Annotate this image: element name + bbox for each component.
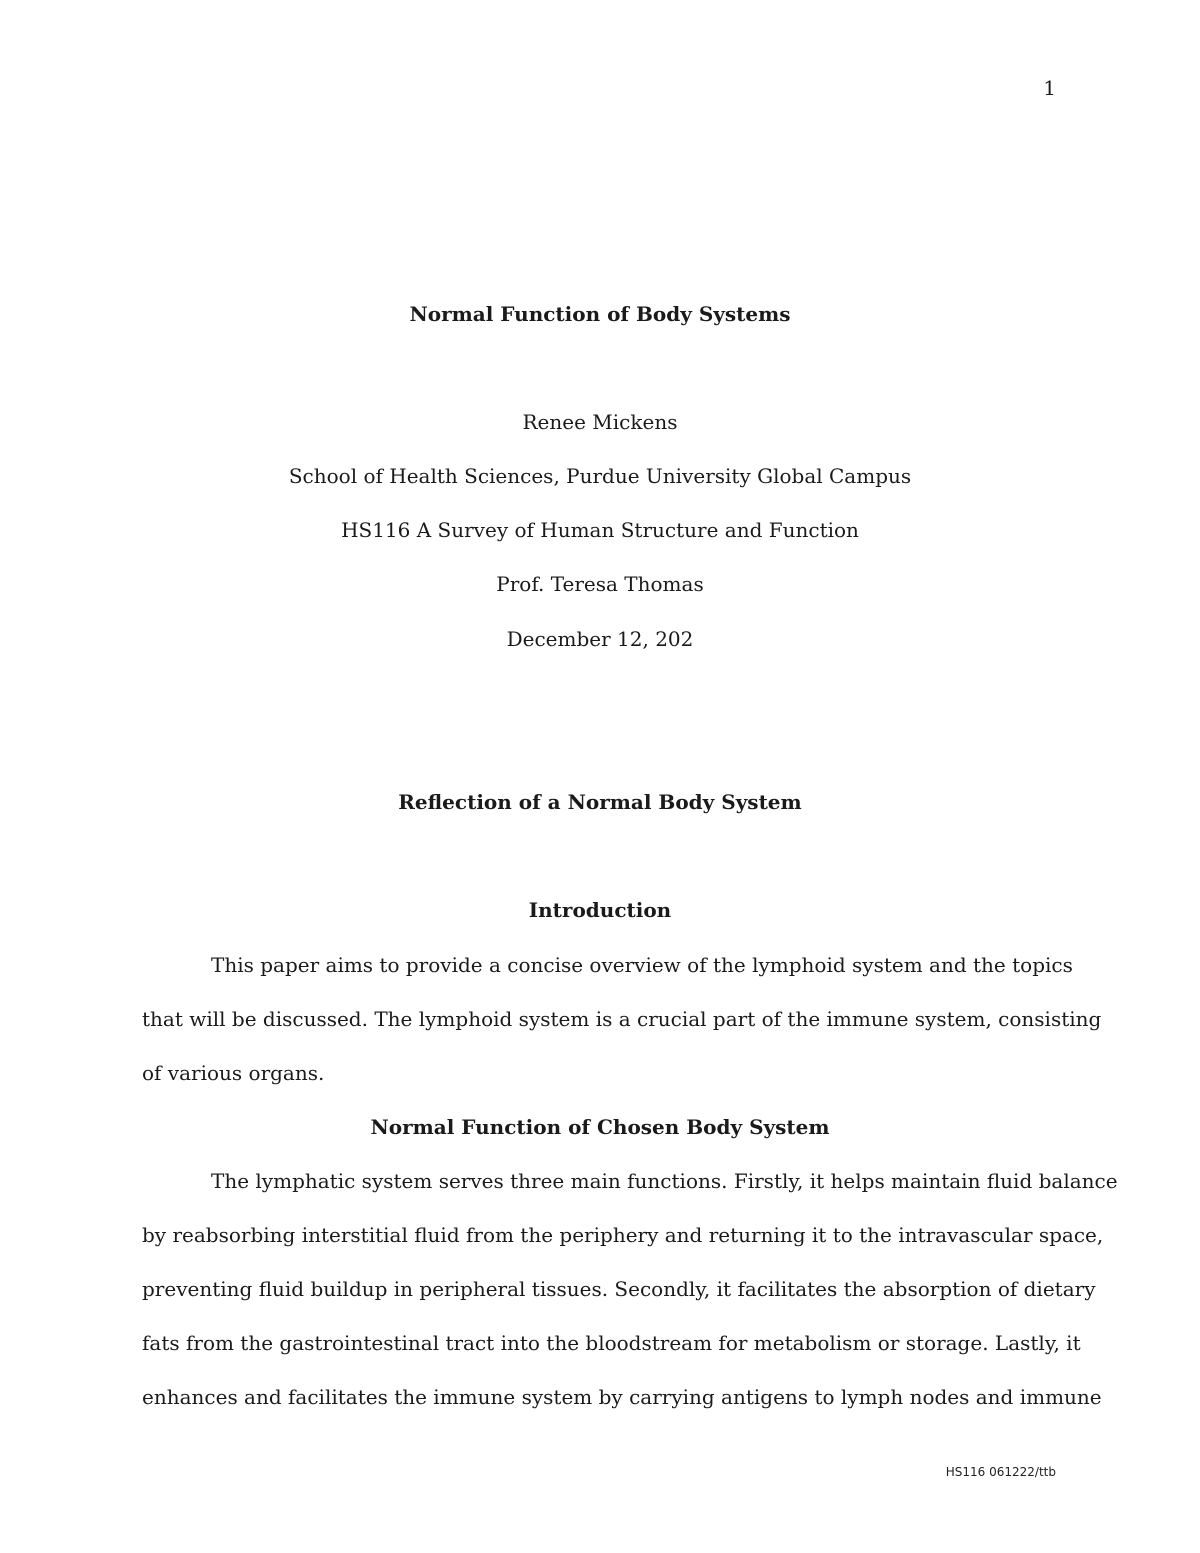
institution: School of Health Sciences, Purdue University Global Campus — [288, 464, 912, 488]
section-heading-normal-function: Normal Function of Chosen Body System — [370, 1115, 830, 1139]
paragraph-line: by reabsorbing interstitial fluid from the periphery and returning it to the intravascular space, — [142, 1223, 1104, 1247]
section-heading-introduction: Introduction — [528, 898, 672, 922]
paper-title: Normal Function of Body Systems — [409, 302, 791, 326]
course-name: HS116 A Survey of Human Structure and Function — [341, 518, 859, 542]
paragraph-line: that will be discussed. The lymphoid system is a crucial part of the immune system, consisting — [142, 1007, 1102, 1031]
page-number: 1 — [1043, 76, 1056, 100]
paper-heading: Reflection of a Normal Body System — [398, 790, 802, 814]
paragraph-line: The lymphatic system serves three main functions. Firstly, it helps maintain fluid balance — [211, 1169, 1118, 1193]
author-name: Renee Mickens — [522, 410, 678, 434]
paragraph-line: This paper aims to provide a concise overview of the lymphoid system and the topics — [211, 953, 1073, 977]
paragraph-line: fats from the gastrointestinal tract into the bloodstream for metabolism or storage. Lastly, it — [142, 1331, 1081, 1355]
paragraph-line: preventing fluid buildup in peripheral tissues. Secondly, it facilitates the absorption of dietary — [142, 1277, 1096, 1301]
submission-date: December 12, 202 — [506, 627, 694, 651]
paragraph-line: of various organs. — [142, 1061, 325, 1085]
paragraph-line: enhances and facilitates the immune system by carrying antigens to lymph nodes and immune — [142, 1385, 1102, 1409]
footer-code: HS116 061222/ttb — [945, 1465, 1056, 1479]
instructor-name: Prof. Teresa Thomas — [496, 572, 704, 596]
